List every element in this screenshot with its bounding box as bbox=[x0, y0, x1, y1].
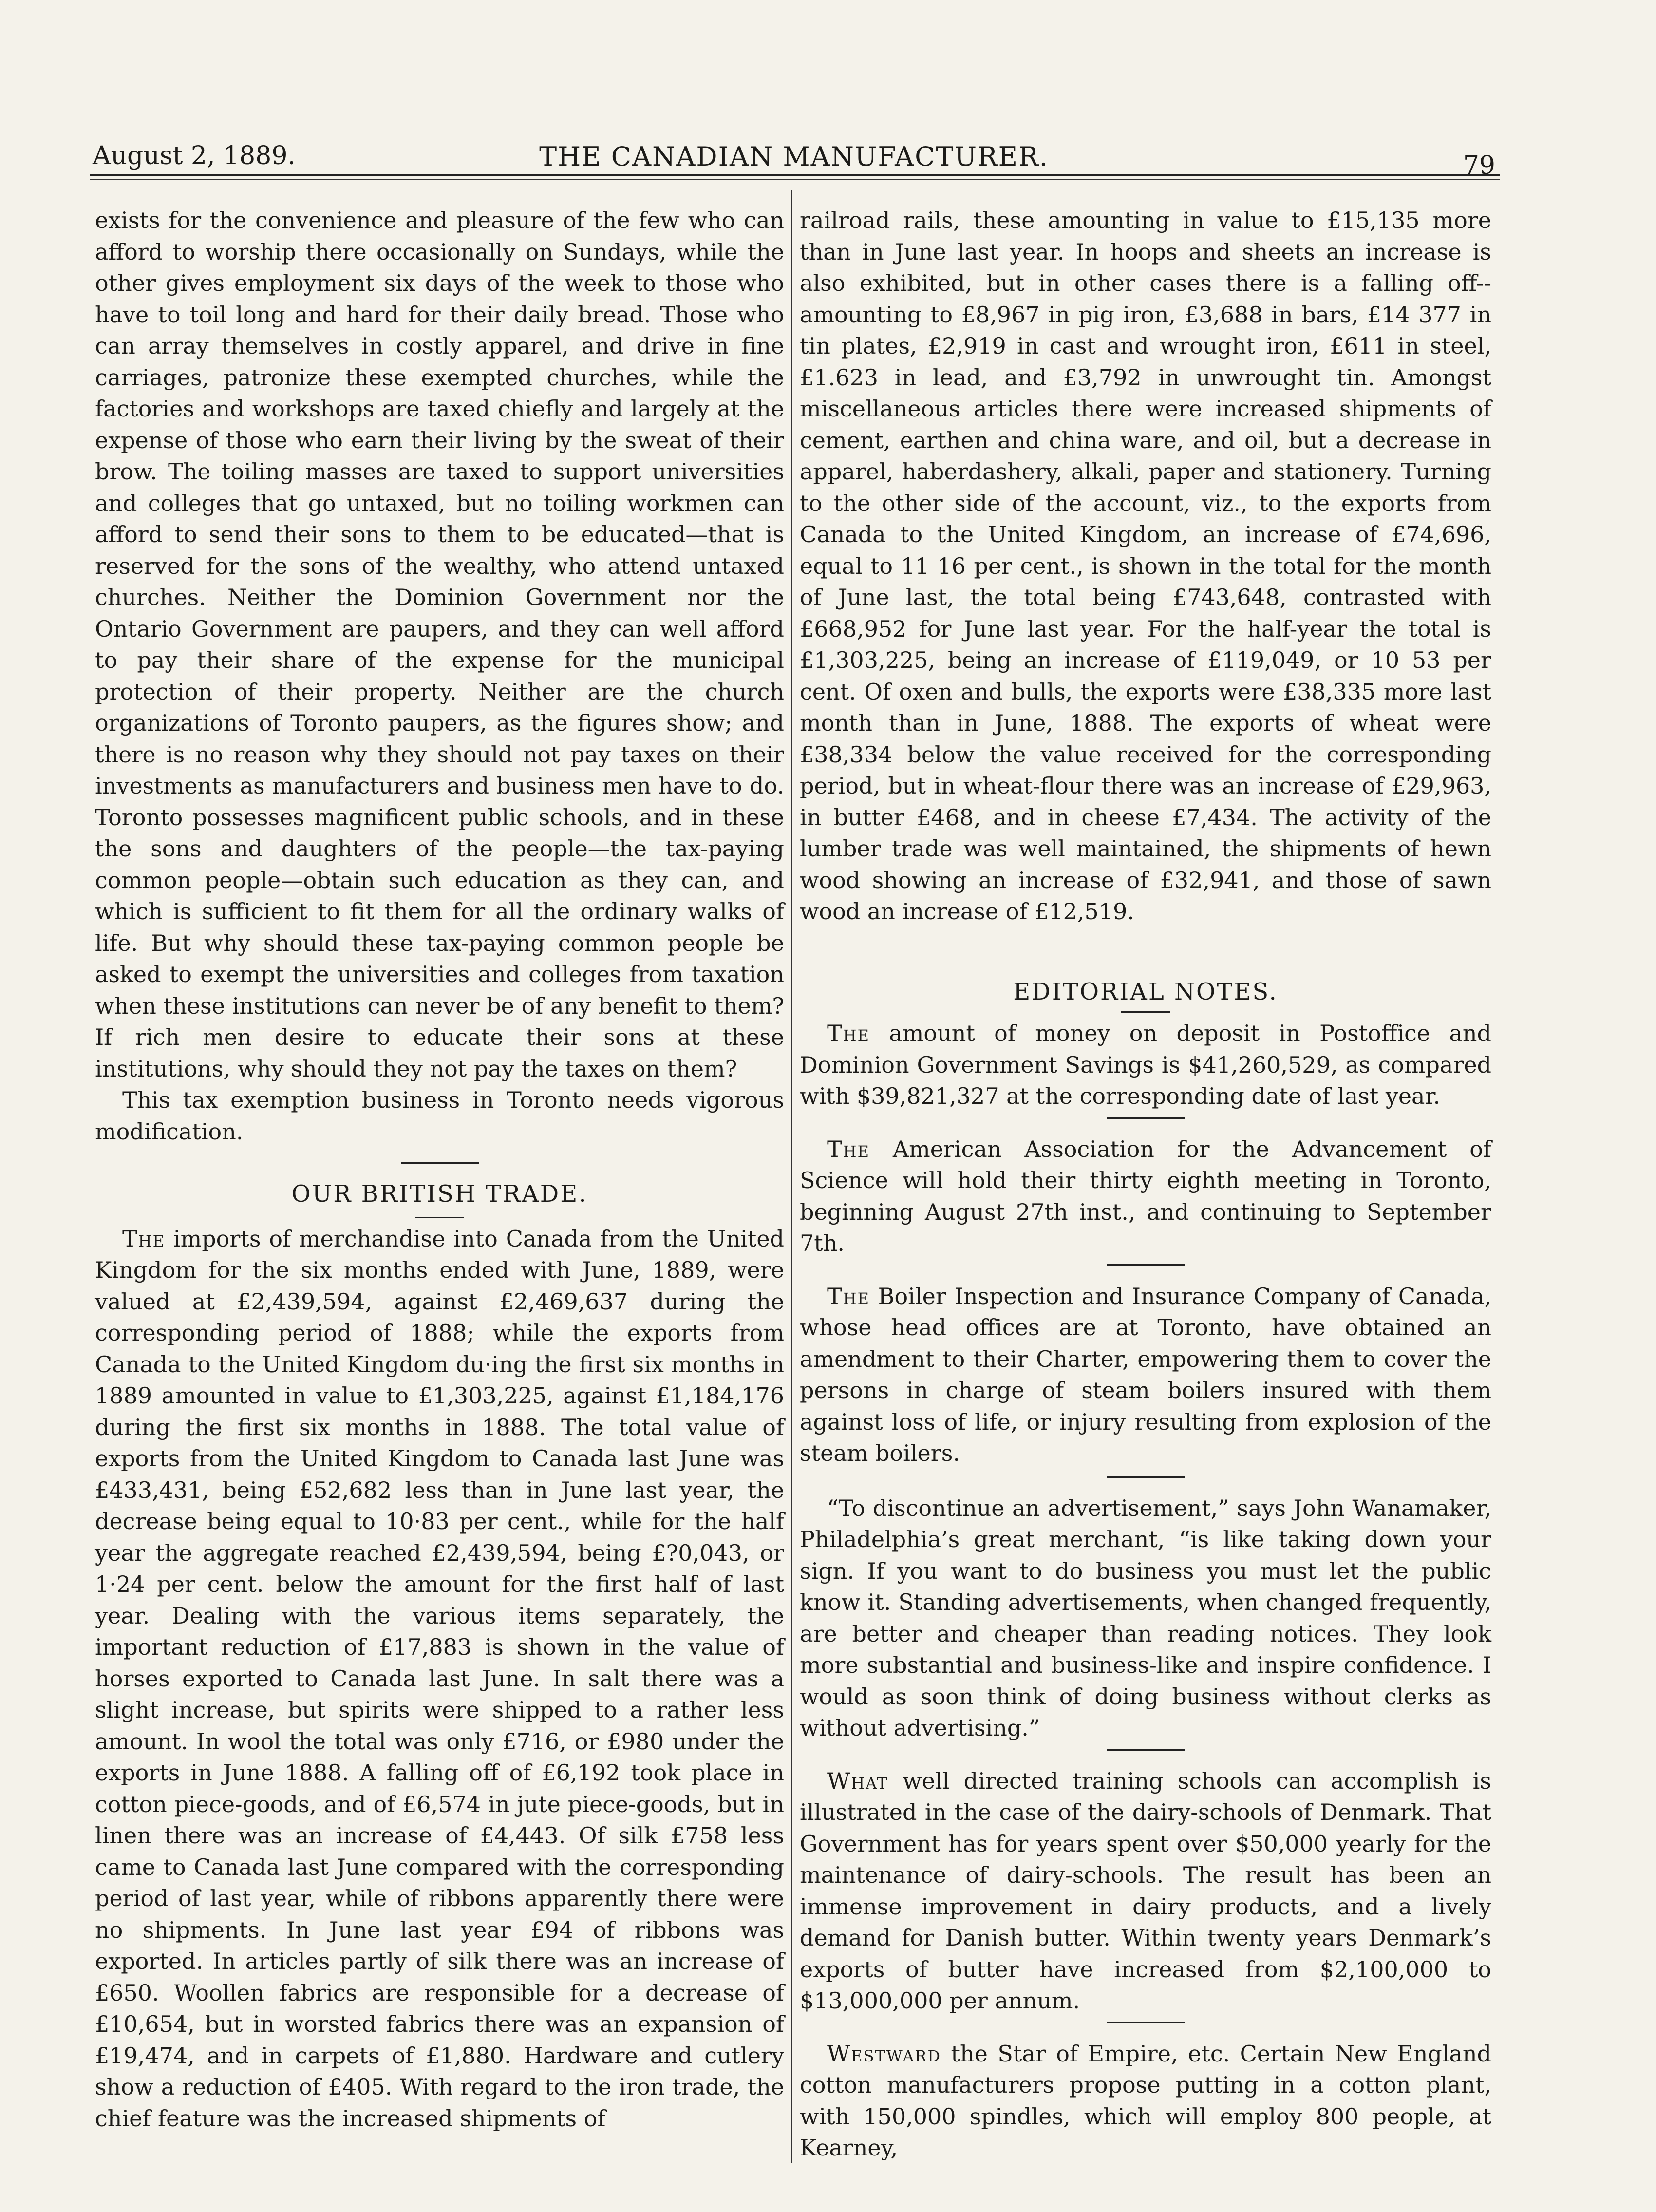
masthead-title: THE CANADIAN MANUFACTURER. bbox=[539, 141, 1049, 172]
tax-exemption-paragraph: exists for the convenience and pleasure of the few who can afford to worship there occasionally on Sundays, while the other gives employment six days of the week to those who have to toil long and hard for their daily bread. Those who can array themselves in costly apparel, and drive in fine carriages, patronize these exempted churches, while the factories and workshops are taxed chiefly and largely at the expense of those who earn their living by the sweat of their brow. The toiling masses are taxed to support universities and colleges that go untaxed, but no toiling workmen can afford to send their sons to them to be educated—that is reserved for the sons of the wealthy, who attend untaxed churches. Neither the Dominion Government nor the Ontario Government are paupers, and they can well afford to pay their share of the expense for the municipal protection of their property. Neither are the church organizations of Toronto paupers, as the figures show; and there is no reason why they should not pay taxes on their investments as manufacturers and business men have to do. Toronto possesses magnificent public schools, and in these the sons and daughters of the people—the tax-paying common people—obtain such education as they can, and which is sufficient to fit them for all the ordinary walks of life. But why should these tax-paying common people be asked to exempt the universities and colleges from taxation when these institutions can never be of any benefit to them? If rich men desire to educate their sons at these institutions, why should they not pay the taxes on them? bbox=[95, 207, 784, 1082]
note-text: Boiler Inspection and Insurance Company of Canada, whose head offices are at Toronto, have obtained an amendment to their Charter, empowering them to cover the persons in charge of steam boilers insured with them against loss of life, or injury resulting from explosion of the steam boilers. bbox=[800, 1283, 1491, 1466]
note-westward bbox=[800, 2038, 1491, 2164]
note-text: well directed training schools can accomplish is illustrated in the case of the dairy-schools of Denmark. That Government has for years spent over $50,000 yearly for the maintenance of dairy-schools. The result has been an immense improvement in dairy products, and a lively demand for Danish butter. Within twenty years Denmark’s exports of butter have increased from $2,100,000 to $13,000,000 per annum. bbox=[800, 1767, 1491, 2014]
lead-word: The bbox=[827, 1135, 870, 1162]
page-number: 79 bbox=[1463, 151, 1495, 180]
tax-exemption-conclusion: This tax exemption business in Toronto needs vigorous modification. bbox=[95, 1087, 784, 1145]
note-boiler-inspection bbox=[800, 1281, 1491, 1469]
article-text: imports of merchandise into Canada from the United Kingdom for the six months ended with June, 1889, were valued at £2,439,594, against £2,469,637 during the corresponding period of 1888; while the exports from Canada to the United Kingdom du·ing the first six months in 1889 amounted in value to £1,303,225, against £1,184,176 during the first six months in 1888. The total value of exports from the United Kingdom to Canada last June was £433,431, being £52,682 less than in June last year, the decrease being equal to 10·83 per cent., while for the half year the aggregate reached £2,439,594, being £?0,043, or 1·24 per cent. below the amount for the first half of last year. Dealing with the various items separately, the important reduction of £17,883 is shown in the value of horses exported to Canada last June. In salt there was a slight increase, but spirits were shipped to a rather less amount. In wool the total was only £716, or £980 under the exports in June 1888. A falling off of £6,192 took place in cotton piece-goods, and of £6,574 in jute piece-goods, but in linen there was an increase of £4,443. Of silk £758 less came to Canada last June compared with the corresponding period of last year, while of ribbons apparently there were no shipments. In June last year £94 of ribbons was exported. In articles partly of silk there was an increase of £650. Woollen fabrics are responsible for a decrease of £10,654, but in worsted fabrics there was an expansion of £19,474, and in carpets of £1,880. Hardware and cutlery show a reduction of £405. With regard to the iron trade, the chief feature was the increased shipments of bbox=[95, 1225, 784, 2132]
british-trade-article bbox=[95, 1223, 784, 2135]
lead-word: What bbox=[827, 1767, 888, 1794]
british-trade-continued: railroad rails, these amounting in value to £15,135 more than in June last year. In hoops and sheets an increase is also exhibited, but in other cases there is a falling off--amounting to £8,967 in pig iron, £3,688 in bars, £14 377 in tin plates, £2,919 in cast and wrought iron, £611 in steel, £1.623 in lead, and £3,792 in unwrought tin. Amongst miscellaneous articles there were increased shipments of cement, earthen and china ware, and oil, but a decrease in apparel, haberdashery, alkali, paper and stationery. Turning to the other side of the account, viz., to the exports from Canada to the United Kingdom, an increase of £74,696, equal to 11 16 per cent., is shown in the total for the month of June last, the total being £743,648, contrasted with £668,952 for June last year. For the half-year the total is £1,303,225, being an increase of £119,049, or 10 53 per cent. Of oxen and bulls, the exports were £38,335 more last month than in June, 1888. The exports of wheat were £38,334 below the value received for the corresponding period, but in wheat-flour there was an increase of £29,963, in butter £468, and in cheese £7,434. The activity of the lumber trade was well maintained, the shipments of hewn wood showing an increase of £32,941, and those of sawn wood an increase of £12,519. bbox=[800, 207, 1491, 925]
note-text: American Association for the Advancement of Science will hold their thirty eighth meeting in Toronto, beginning August 27th inst., and continuing to September 7th. bbox=[800, 1135, 1491, 1256]
lead-word: The bbox=[827, 1283, 870, 1309]
left-column bbox=[95, 205, 784, 2134]
right-column bbox=[800, 205, 1491, 2164]
issue-date: August 2, 1889. bbox=[93, 141, 296, 170]
british-trade-heading: OUR BRITISH TRADE. bbox=[291, 1180, 588, 1208]
note-wanamaker-quote: “To discontinue an advertisement,” says John Wanamaker, Philadelphia’s great merchant, “is like taking down your sign. If you want to do business you must let the public know it. Standing advertisements, when changed frequently, are better and cheaper than reading notices. They look more substantial and business-like and inspire confidence. I would as soon think of doing business without clerks as without advertising.” bbox=[800, 1494, 1491, 1741]
note-text: the Star of Empire, etc. Certain New England cotton manufacturers propose putting in a cotton plant, with 150,000 spindles, which will employ 800 people, at Kearney, bbox=[800, 2040, 1491, 2161]
editorial-notes-heading: EDITORIAL NOTES. bbox=[1013, 978, 1278, 1005]
lead-word: The bbox=[122, 1225, 165, 1252]
lead-word: Westward bbox=[827, 2040, 941, 2067]
note-text: amount of money on deposit in Postoffice and Dominion Government Savings is $41,260,529, as compared with $39,821,327 at the corresponding date of last year. bbox=[800, 1020, 1491, 1109]
header-rule bbox=[90, 174, 1500, 176]
lead-word: The bbox=[827, 1020, 870, 1046]
note-dairy-schools bbox=[800, 1765, 1491, 2017]
header-rule-thin bbox=[90, 179, 1500, 180]
column-divider bbox=[791, 190, 792, 2163]
note-science-association bbox=[800, 1134, 1491, 1259]
note-postoffice-savings bbox=[800, 1018, 1491, 1112]
